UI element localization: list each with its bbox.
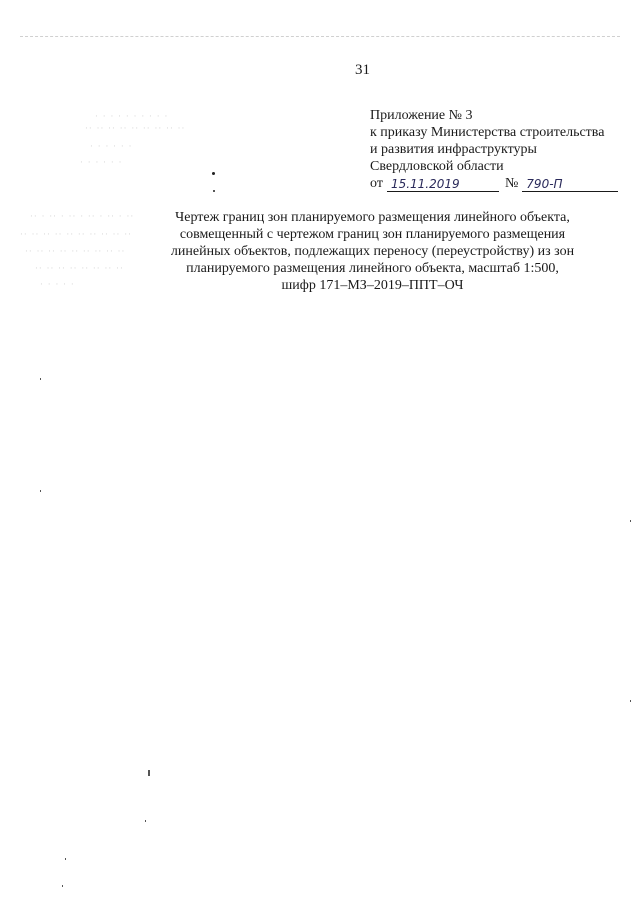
handwritten-order-number: 790-П [522,177,618,192]
bleed-through-text: · · · · · [40,280,75,290]
appendix-order-line: к приказу Министерства строительства [370,125,605,140]
scan-speck [65,858,66,860]
bleed-through-text: · · · · · · [90,142,133,152]
scan-speck [213,190,215,192]
scan-speck [212,172,215,175]
title-line: планируемого размещения линейного объекта, масштаб 1:500, [186,261,559,276]
bleed-through-text: ·· ·· ·· ·· ·· ·· ·· ·· ·· [85,124,186,134]
scan-speck [62,885,63,887]
appendix-header [370,107,618,192]
scan-speck [148,770,150,776]
bleed-through-text: ·· ·· ·· ·· ·· ·· ·· ·· ·· [25,247,126,257]
document-title [150,209,595,294]
scan-speck [630,520,631,522]
title-line: совмещенный с чертежом границ зон планируемого размещения [179,227,566,242]
appendix-date-row [370,175,618,192]
appendix-ministry-line: и развития инфраструктуры [370,142,537,157]
scan-speck [630,700,631,702]
number-sign: № [504,176,519,191]
appendix-title: Приложение № 3 [370,108,473,123]
title-line: линейных объектов, подлежащих переносу (переустройству) из зон [170,244,575,259]
scan-artifact-line [20,36,620,37]
scan-speck [40,378,41,380]
bleed-through-text: ·· · ·· · ·· · ·· · ·· · ·· [30,212,135,222]
scan-speck [145,820,146,822]
page-number: 31 [355,62,370,78]
bleed-through-text: ·· ·· ·· ·· ·· ·· ·· ·· [35,264,124,274]
title-line: Чертеж границ зон планируемого размещения линейного объекта, [175,210,570,225]
appendix-region-line: Свердловской области [370,159,504,174]
bleed-through-text: · · · · · · [80,158,123,168]
bleed-through-text: · · · · · · · · · · [95,112,169,122]
title-line: шифр 171–МЗ–2019–ППТ–ОЧ [281,278,464,293]
date-prefix: от [370,176,383,191]
handwritten-date: 15.11.2019 [387,177,499,192]
bleed-through-text: ·· ·· ·· ·· ·· ·· ·· ·· ·· ·· [20,230,132,240]
scan-speck [40,490,41,492]
